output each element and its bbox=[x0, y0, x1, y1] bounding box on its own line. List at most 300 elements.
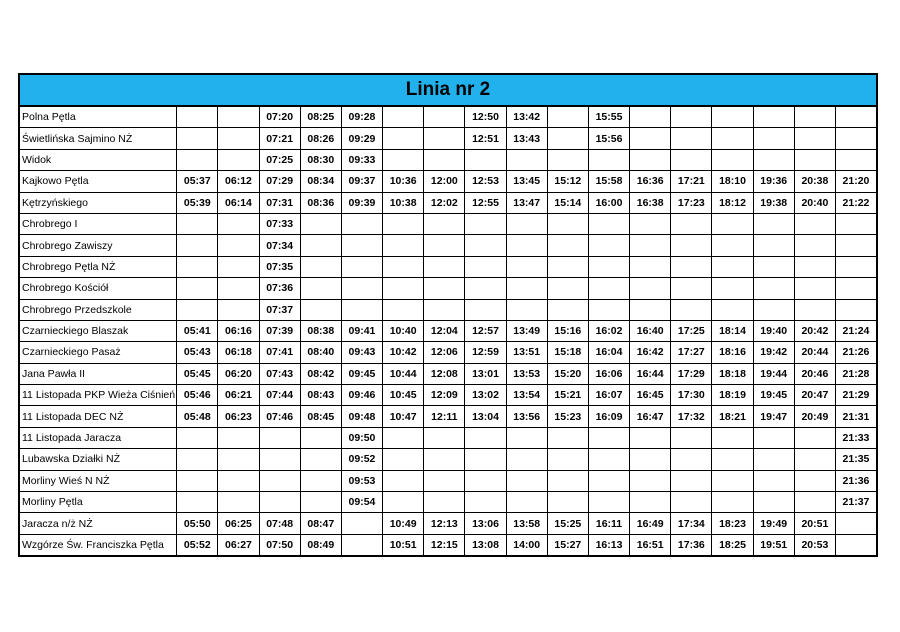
departure-time-cell: 16:42 bbox=[630, 342, 671, 363]
departure-time-cell bbox=[671, 149, 712, 170]
departure-time-cell: 12:09 bbox=[424, 385, 465, 406]
departure-time-cell: 10:44 bbox=[383, 363, 424, 384]
departure-time-cell bbox=[588, 278, 629, 299]
departure-time-cell: 18:12 bbox=[712, 192, 753, 213]
stop-name: Morliny Pętla bbox=[19, 492, 177, 513]
departure-time-cell: 12:55 bbox=[465, 192, 506, 213]
departure-time-cell bbox=[300, 278, 341, 299]
departure-time-cell bbox=[341, 235, 382, 256]
departure-time-cell: 19:40 bbox=[753, 320, 794, 341]
table-row bbox=[19, 449, 877, 470]
departure-time-cell: 05:37 bbox=[177, 171, 218, 192]
departure-time-cell: 15:18 bbox=[547, 342, 588, 363]
departure-time-cell bbox=[712, 128, 753, 149]
departure-time-cell: 17:29 bbox=[671, 363, 712, 384]
departure-time-cell: 20:42 bbox=[794, 320, 835, 341]
departure-time-cell: 13:06 bbox=[465, 513, 506, 534]
departure-time-cell bbox=[424, 278, 465, 299]
departure-time-cell: 06:25 bbox=[218, 513, 259, 534]
departure-time-cell bbox=[794, 427, 835, 448]
departure-time-cell bbox=[177, 106, 218, 128]
departure-time-cell: 06:23 bbox=[218, 406, 259, 427]
departure-time-cell: 17:27 bbox=[671, 342, 712, 363]
title-row bbox=[19, 74, 877, 106]
departure-time-cell bbox=[588, 235, 629, 256]
departure-time-cell bbox=[794, 299, 835, 320]
departure-time-cell bbox=[218, 427, 259, 448]
departure-time-cell: 21:22 bbox=[835, 192, 877, 213]
departure-time-cell bbox=[588, 427, 629, 448]
departure-time-cell: 16:36 bbox=[630, 171, 671, 192]
departure-time-cell: 07:46 bbox=[259, 406, 300, 427]
departure-time-cell bbox=[465, 235, 506, 256]
departure-time-cell: 21:33 bbox=[835, 427, 877, 448]
departure-time-cell bbox=[177, 128, 218, 149]
departure-time-cell: 06:21 bbox=[218, 385, 259, 406]
departure-time-cell: 10:47 bbox=[383, 406, 424, 427]
stop-name: 11 Listopada DEC NŻ bbox=[19, 406, 177, 427]
table-row bbox=[19, 106, 877, 128]
departure-time-cell: 16:45 bbox=[630, 385, 671, 406]
departure-time-cell bbox=[671, 256, 712, 277]
departure-time-cell bbox=[506, 235, 547, 256]
departure-time-cell: 09:41 bbox=[341, 320, 382, 341]
table-row bbox=[19, 406, 877, 427]
table-row bbox=[19, 385, 877, 406]
departure-time-cell bbox=[177, 492, 218, 513]
departure-time-cell: 21:26 bbox=[835, 342, 877, 363]
departure-time-cell bbox=[671, 449, 712, 470]
departure-time-cell bbox=[506, 427, 547, 448]
departure-time-cell bbox=[465, 470, 506, 491]
departure-time-cell: 21:35 bbox=[835, 449, 877, 470]
departure-time-cell: 06:12 bbox=[218, 171, 259, 192]
departure-time-cell bbox=[341, 256, 382, 277]
departure-time-cell: 16:11 bbox=[588, 513, 629, 534]
departure-time-cell: 08:47 bbox=[300, 513, 341, 534]
departure-time-cell: 19:36 bbox=[753, 171, 794, 192]
departure-time-cell: 14:00 bbox=[506, 534, 547, 556]
table-row bbox=[19, 299, 877, 320]
departure-time-cell bbox=[218, 256, 259, 277]
departure-time-cell: 07:35 bbox=[259, 256, 300, 277]
departure-time-cell bbox=[588, 470, 629, 491]
departure-time-cell: 05:46 bbox=[177, 385, 218, 406]
departure-time-cell bbox=[835, 299, 877, 320]
line-title: Linia nr 2 bbox=[19, 74, 877, 106]
departure-time-cell: 18:23 bbox=[712, 513, 753, 534]
departure-time-cell bbox=[588, 449, 629, 470]
departure-time-cell: 13:04 bbox=[465, 406, 506, 427]
departure-time-cell bbox=[177, 427, 218, 448]
stop-name: Świetlińska Sajmino NŻ bbox=[19, 128, 177, 149]
departure-time-cell: 09:52 bbox=[341, 449, 382, 470]
departure-time-cell: 13:08 bbox=[465, 534, 506, 556]
departure-time-cell: 16:44 bbox=[630, 363, 671, 384]
departure-time-cell: 19:49 bbox=[753, 513, 794, 534]
stop-name: Lubawska Działki NŻ bbox=[19, 449, 177, 470]
departure-time-cell: 19:51 bbox=[753, 534, 794, 556]
departure-time-cell bbox=[712, 149, 753, 170]
stop-name: Czarnieckiego Pasaż bbox=[19, 342, 177, 363]
departure-time-cell: 06:16 bbox=[218, 320, 259, 341]
table-row bbox=[19, 235, 877, 256]
departure-time-cell: 12:00 bbox=[424, 171, 465, 192]
departure-time-cell: 10:42 bbox=[383, 342, 424, 363]
departure-time-cell bbox=[383, 128, 424, 149]
table-row bbox=[19, 492, 877, 513]
departure-time-cell: 20:38 bbox=[794, 171, 835, 192]
departure-time-cell bbox=[259, 492, 300, 513]
departure-time-cell: 10:51 bbox=[383, 534, 424, 556]
departure-time-cell bbox=[835, 235, 877, 256]
departure-time-cell bbox=[794, 492, 835, 513]
departure-time-cell: 08:45 bbox=[300, 406, 341, 427]
departure-time-cell: 18:21 bbox=[712, 406, 753, 427]
departure-time-cell bbox=[753, 106, 794, 128]
departure-time-cell: 18:19 bbox=[712, 385, 753, 406]
departure-time-cell: 07:29 bbox=[259, 171, 300, 192]
departure-time-cell bbox=[547, 235, 588, 256]
departure-time-cell bbox=[547, 470, 588, 491]
departure-time-cell bbox=[630, 213, 671, 234]
departure-time-cell bbox=[794, 470, 835, 491]
departure-time-cell: 17:36 bbox=[671, 534, 712, 556]
departure-time-cell bbox=[465, 492, 506, 513]
departure-time-cell bbox=[300, 427, 341, 448]
departure-time-cell bbox=[547, 449, 588, 470]
departure-time-cell bbox=[506, 470, 547, 491]
departure-time-cell bbox=[630, 256, 671, 277]
departure-time-cell: 09:39 bbox=[341, 192, 382, 213]
stop-name: Kajkowo Pętla bbox=[19, 171, 177, 192]
departure-time-cell bbox=[218, 128, 259, 149]
departure-time-cell: 07:43 bbox=[259, 363, 300, 384]
departure-time-cell bbox=[588, 256, 629, 277]
stop-name: Czarnieckiego Blaszak bbox=[19, 320, 177, 341]
departure-time-cell: 21:29 bbox=[835, 385, 877, 406]
departure-time-cell: 18:14 bbox=[712, 320, 753, 341]
table-row bbox=[19, 256, 877, 277]
table-row bbox=[19, 513, 877, 534]
departure-time-cell: 07:34 bbox=[259, 235, 300, 256]
departure-time-cell bbox=[547, 128, 588, 149]
departure-time-cell: 10:38 bbox=[383, 192, 424, 213]
departure-time-cell: 07:37 bbox=[259, 299, 300, 320]
departure-time-cell: 13:49 bbox=[506, 320, 547, 341]
departure-time-cell: 09:54 bbox=[341, 492, 382, 513]
stop-name: Wzgórze Św. Franciszka Pętla bbox=[19, 534, 177, 556]
departure-time-cell bbox=[506, 256, 547, 277]
departure-time-cell: 20:44 bbox=[794, 342, 835, 363]
departure-time-cell: 07:20 bbox=[259, 106, 300, 128]
departure-time-cell: 09:29 bbox=[341, 128, 382, 149]
departure-time-cell bbox=[671, 470, 712, 491]
departure-time-cell: 19:45 bbox=[753, 385, 794, 406]
departure-time-cell bbox=[218, 449, 259, 470]
departure-time-cell bbox=[753, 492, 794, 513]
departure-time-cell bbox=[630, 149, 671, 170]
departure-time-cell bbox=[218, 149, 259, 170]
table-row bbox=[19, 278, 877, 299]
departure-time-cell bbox=[465, 213, 506, 234]
departure-time-cell bbox=[753, 213, 794, 234]
departure-time-cell: 12:04 bbox=[424, 320, 465, 341]
departure-time-cell: 17:21 bbox=[671, 171, 712, 192]
departure-time-cell: 21:20 bbox=[835, 171, 877, 192]
departure-time-cell bbox=[177, 449, 218, 470]
departure-time-cell: 21:31 bbox=[835, 406, 877, 427]
departure-time-cell bbox=[630, 299, 671, 320]
table-row bbox=[19, 470, 877, 491]
departure-time-cell bbox=[177, 213, 218, 234]
departure-time-cell bbox=[424, 299, 465, 320]
departure-time-cell: 20:51 bbox=[794, 513, 835, 534]
departure-time-cell: 09:50 bbox=[341, 427, 382, 448]
departure-time-cell: 17:32 bbox=[671, 406, 712, 427]
departure-time-cell: 05:39 bbox=[177, 192, 218, 213]
departure-time-cell bbox=[424, 470, 465, 491]
departure-time-cell: 16:04 bbox=[588, 342, 629, 363]
departure-time-cell bbox=[506, 149, 547, 170]
departure-time-cell bbox=[630, 106, 671, 128]
departure-time-cell bbox=[753, 128, 794, 149]
departure-time-cell: 15:58 bbox=[588, 171, 629, 192]
departure-time-cell: 13:53 bbox=[506, 363, 547, 384]
departure-time-cell bbox=[588, 213, 629, 234]
departure-time-cell bbox=[383, 470, 424, 491]
departure-time-cell bbox=[300, 299, 341, 320]
table-row bbox=[19, 342, 877, 363]
departure-time-cell bbox=[712, 106, 753, 128]
departure-time-cell bbox=[300, 213, 341, 234]
departure-time-cell: 12:08 bbox=[424, 363, 465, 384]
departure-time-cell bbox=[383, 256, 424, 277]
departure-time-cell: 19:47 bbox=[753, 406, 794, 427]
departure-time-cell bbox=[835, 256, 877, 277]
departure-time-cell bbox=[753, 470, 794, 491]
departure-time-cell bbox=[177, 235, 218, 256]
departure-time-cell bbox=[424, 449, 465, 470]
departure-time-cell: 17:25 bbox=[671, 320, 712, 341]
departure-time-cell: 06:14 bbox=[218, 192, 259, 213]
departure-time-cell: 20:40 bbox=[794, 192, 835, 213]
departure-time-cell bbox=[712, 278, 753, 299]
departure-time-cell bbox=[547, 492, 588, 513]
departure-time-cell bbox=[835, 106, 877, 128]
departure-time-cell bbox=[424, 256, 465, 277]
departure-time-cell: 15:56 bbox=[588, 128, 629, 149]
departure-time-cell: 08:38 bbox=[300, 320, 341, 341]
departure-time-cell bbox=[259, 470, 300, 491]
departure-time-cell bbox=[465, 299, 506, 320]
departure-time-cell: 12:51 bbox=[465, 128, 506, 149]
departure-time-cell: 16:38 bbox=[630, 192, 671, 213]
stop-name: Jaracza n/ż NŻ bbox=[19, 513, 177, 534]
departure-time-cell: 18:10 bbox=[712, 171, 753, 192]
departure-time-cell bbox=[383, 235, 424, 256]
departure-time-cell bbox=[218, 278, 259, 299]
departure-time-cell bbox=[506, 492, 547, 513]
departure-time-cell bbox=[177, 299, 218, 320]
departure-time-cell bbox=[177, 470, 218, 491]
departure-time-cell: 09:53 bbox=[341, 470, 382, 491]
departure-time-cell bbox=[424, 149, 465, 170]
departure-time-cell: 12:13 bbox=[424, 513, 465, 534]
departure-time-cell: 19:44 bbox=[753, 363, 794, 384]
stop-name: Jana Pawła II bbox=[19, 363, 177, 384]
departure-time-cell: 10:40 bbox=[383, 320, 424, 341]
departure-time-cell: 16:47 bbox=[630, 406, 671, 427]
departure-time-cell bbox=[341, 278, 382, 299]
departure-time-cell: 16:13 bbox=[588, 534, 629, 556]
departure-time-cell: 15:20 bbox=[547, 363, 588, 384]
departure-time-cell bbox=[753, 278, 794, 299]
departure-time-cell: 16:49 bbox=[630, 513, 671, 534]
departure-time-cell bbox=[671, 427, 712, 448]
departure-time-cell bbox=[671, 213, 712, 234]
departure-time-cell bbox=[300, 256, 341, 277]
departure-time-cell: 12:06 bbox=[424, 342, 465, 363]
departure-time-cell bbox=[506, 213, 547, 234]
departure-time-cell: 05:45 bbox=[177, 363, 218, 384]
departure-time-cell bbox=[506, 299, 547, 320]
departure-time-cell: 15:55 bbox=[588, 106, 629, 128]
stop-name: Morliny Wieś N NŻ bbox=[19, 470, 177, 491]
stop-name: Chrobrego I bbox=[19, 213, 177, 234]
departure-time-cell bbox=[424, 492, 465, 513]
departure-time-cell bbox=[424, 106, 465, 128]
departure-time-cell: 08:34 bbox=[300, 171, 341, 192]
departure-time-cell: 13:56 bbox=[506, 406, 547, 427]
departure-time-cell: 18:18 bbox=[712, 363, 753, 384]
departure-time-cell: 05:41 bbox=[177, 320, 218, 341]
departure-time-cell: 07:21 bbox=[259, 128, 300, 149]
departure-time-cell bbox=[383, 492, 424, 513]
departure-time-cell bbox=[835, 128, 877, 149]
departure-time-cell bbox=[300, 470, 341, 491]
departure-time-cell bbox=[424, 213, 465, 234]
departure-time-cell bbox=[465, 256, 506, 277]
departure-time-cell: 07:31 bbox=[259, 192, 300, 213]
departure-time-cell bbox=[753, 449, 794, 470]
departure-time-cell bbox=[835, 534, 877, 556]
departure-time-cell: 20:53 bbox=[794, 534, 835, 556]
departure-time-cell: 05:43 bbox=[177, 342, 218, 363]
departure-time-cell: 07:48 bbox=[259, 513, 300, 534]
departure-time-cell bbox=[630, 128, 671, 149]
departure-time-cell bbox=[383, 449, 424, 470]
departure-time-cell bbox=[341, 534, 382, 556]
departure-time-cell: 09:28 bbox=[341, 106, 382, 128]
departure-time-cell bbox=[753, 256, 794, 277]
departure-time-cell: 15:21 bbox=[547, 385, 588, 406]
departure-time-cell bbox=[671, 492, 712, 513]
departure-time-cell: 16:07 bbox=[588, 385, 629, 406]
departure-time-cell: 07:33 bbox=[259, 213, 300, 234]
departure-time-cell bbox=[671, 278, 712, 299]
departure-time-cell bbox=[630, 470, 671, 491]
departure-time-cell: 21:37 bbox=[835, 492, 877, 513]
departure-time-cell: 08:30 bbox=[300, 149, 341, 170]
departure-time-cell bbox=[300, 235, 341, 256]
departure-time-cell: 12:02 bbox=[424, 192, 465, 213]
departure-time-cell bbox=[424, 427, 465, 448]
departure-time-cell bbox=[712, 235, 753, 256]
table-row bbox=[19, 363, 877, 384]
departure-time-cell bbox=[424, 235, 465, 256]
departure-time-cell bbox=[465, 149, 506, 170]
departure-time-cell bbox=[630, 492, 671, 513]
departure-time-cell bbox=[218, 235, 259, 256]
departure-time-cell bbox=[753, 299, 794, 320]
departure-time-cell bbox=[712, 492, 753, 513]
departure-time-cell: 08:36 bbox=[300, 192, 341, 213]
departure-time-cell bbox=[547, 427, 588, 448]
departure-time-cell bbox=[547, 299, 588, 320]
departure-time-cell: 13:42 bbox=[506, 106, 547, 128]
departure-time-cell bbox=[794, 449, 835, 470]
departure-time-cell: 17:30 bbox=[671, 385, 712, 406]
departure-time-cell: 12:15 bbox=[424, 534, 465, 556]
departure-time-cell bbox=[835, 213, 877, 234]
stop-name: 11 Listopada Jaracza bbox=[19, 427, 177, 448]
departure-time-cell: 17:34 bbox=[671, 513, 712, 534]
departure-time-cell bbox=[341, 213, 382, 234]
departure-time-cell bbox=[300, 449, 341, 470]
table-row bbox=[19, 171, 877, 192]
departure-time-cell: 05:52 bbox=[177, 534, 218, 556]
departure-time-cell bbox=[712, 449, 753, 470]
departure-time-cell bbox=[218, 299, 259, 320]
table-row bbox=[19, 192, 877, 213]
stop-name: Chrobrego Przedszkole bbox=[19, 299, 177, 320]
stop-name: 11 Listopada PKP Wieża Ciśnień bbox=[19, 385, 177, 406]
table-row bbox=[19, 213, 877, 234]
departure-time-cell: 19:38 bbox=[753, 192, 794, 213]
departure-time-cell bbox=[177, 278, 218, 299]
departure-time-cell bbox=[835, 149, 877, 170]
departure-time-cell bbox=[506, 449, 547, 470]
stop-name: Chrobrego Zawiszy bbox=[19, 235, 177, 256]
departure-time-cell: 08:42 bbox=[300, 363, 341, 384]
departure-time-cell: 16:06 bbox=[588, 363, 629, 384]
departure-time-cell bbox=[218, 492, 259, 513]
departure-time-cell bbox=[547, 213, 588, 234]
stop-name: Polna Pętla bbox=[19, 106, 177, 128]
departure-time-cell: 06:18 bbox=[218, 342, 259, 363]
stop-name: Widok bbox=[19, 149, 177, 170]
stop-name: Chrobrego Kościół bbox=[19, 278, 177, 299]
departure-time-cell: 07:39 bbox=[259, 320, 300, 341]
departure-time-cell: 10:45 bbox=[383, 385, 424, 406]
departure-time-cell: 08:43 bbox=[300, 385, 341, 406]
departure-time-cell bbox=[835, 278, 877, 299]
departure-time-cell: 08:26 bbox=[300, 128, 341, 149]
departure-time-cell bbox=[259, 427, 300, 448]
departure-time-cell bbox=[383, 106, 424, 128]
departure-time-cell bbox=[794, 278, 835, 299]
departure-time-cell: 16:51 bbox=[630, 534, 671, 556]
departure-time-cell bbox=[547, 278, 588, 299]
departure-time-cell bbox=[794, 128, 835, 149]
stop-name: Kętrzyńskiego bbox=[19, 192, 177, 213]
departure-time-cell bbox=[712, 256, 753, 277]
departure-time-cell bbox=[671, 235, 712, 256]
departure-time-cell: 16:40 bbox=[630, 320, 671, 341]
departure-time-cell bbox=[671, 299, 712, 320]
departure-time-cell bbox=[712, 299, 753, 320]
